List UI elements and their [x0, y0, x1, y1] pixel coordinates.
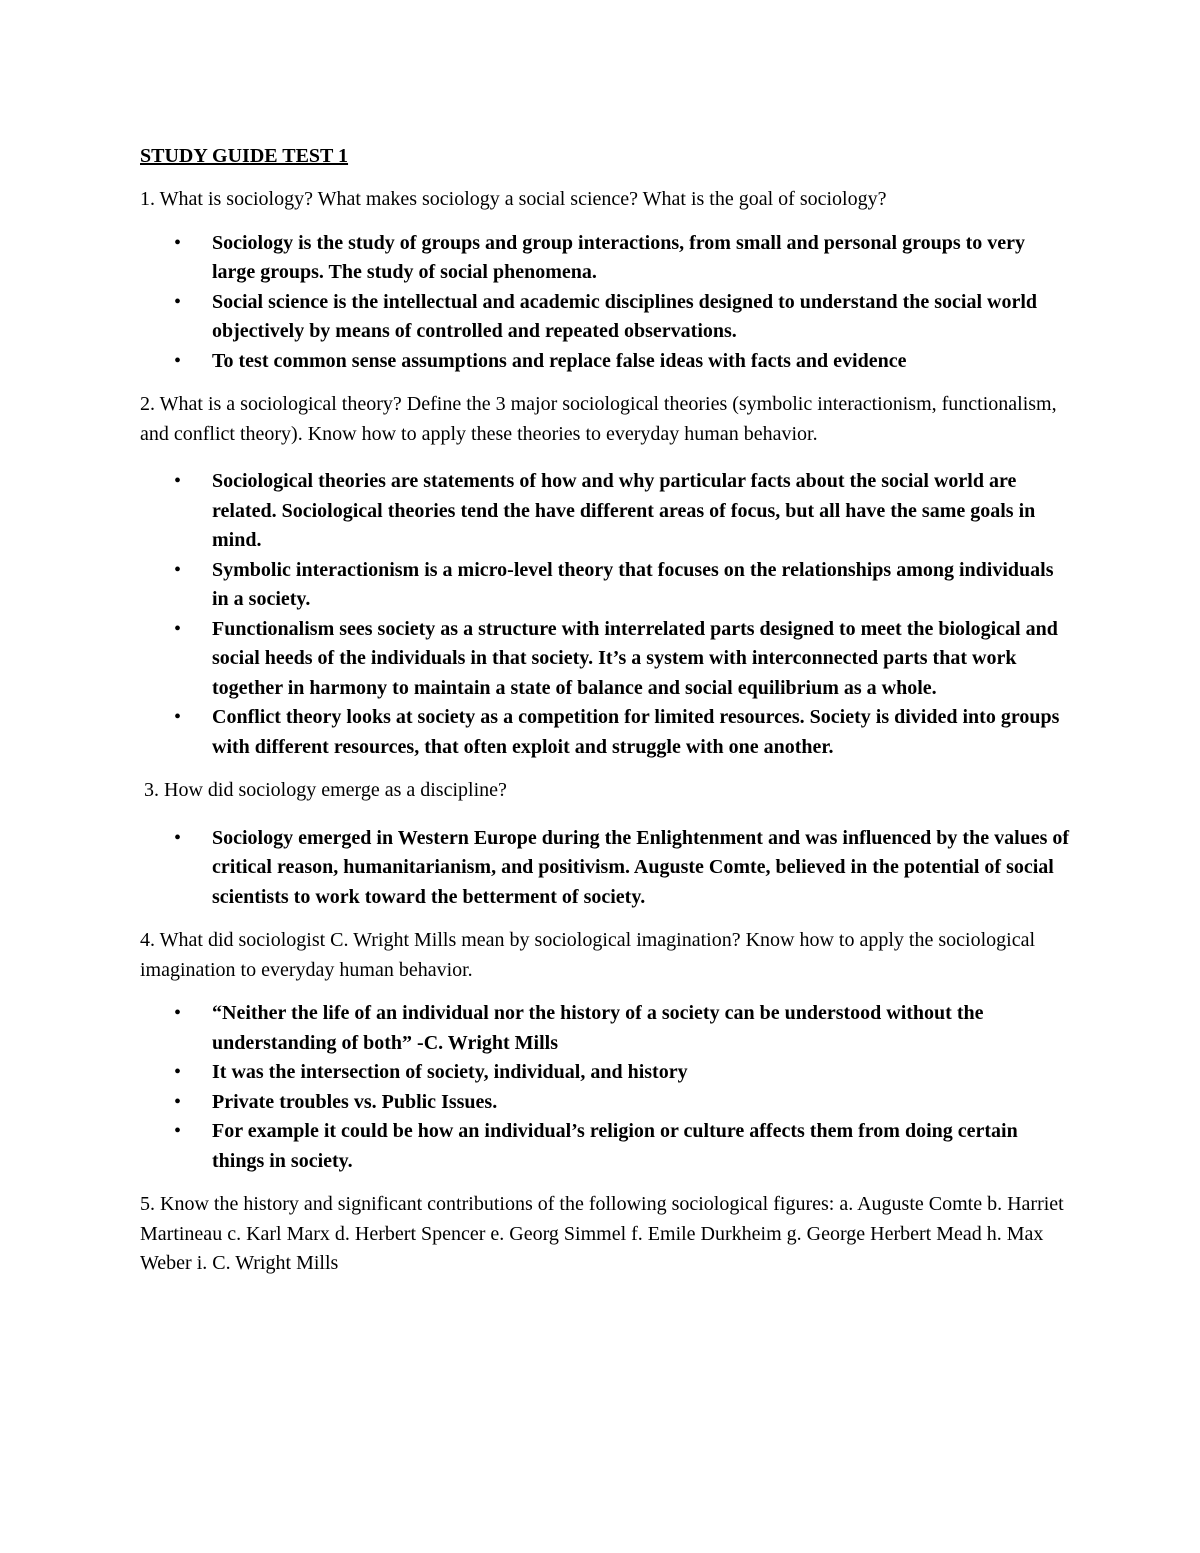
bullet-icon: • — [174, 1090, 182, 1113]
answer-item: • Sociology emerged in Western Europe during the Enlightenment and was influenced by the values of critical reason, humanitarianism, and positivism. Auguste Comte, believed in the potential of social scientists to work toward the betterment of society. — [140, 824, 1070, 913]
bullet-icon: • — [174, 349, 182, 372]
answer-item: • Sociology is the study of groups and group interactions, from small and personal groups to very large groups. The study of social phenomena. — [140, 229, 1070, 288]
bullet-icon: • — [174, 470, 182, 492]
question-5: 5. Know the history and significant contributions of the following sociological figures: a. Auguste Comte b. Harriet Martineau c. Karl Marx d. Herbert Spencer e. Georg Simmel f. Emile Durkheim g. George Herbert Mead h. Max Weber i. C. Wright Mills — [140, 1193, 1064, 1274]
answer-item: • It was the intersection of society, individual, and history — [140, 1058, 1070, 1088]
bullet-icon: • — [174, 558, 182, 581]
question-1: 1. What is sociology? What makes sociology a social science? What is the goal of sociology? — [140, 188, 887, 210]
question-3: 3. How did sociology emerge as a discipline? — [144, 779, 507, 801]
bullet-icon: • — [174, 290, 182, 313]
answer-item: • To test common sense assumptions and replace false ideas with facts and evidence — [140, 347, 1070, 377]
answer-item: • Private troubles vs. Public Issues. — [140, 1088, 1070, 1118]
bullet-icon: • — [174, 1002, 182, 1024]
bullet-icon: • — [174, 231, 182, 254]
bullet-icon: • — [174, 826, 182, 849]
answer-item: • “Neither the life of an individual nor the history of a society can be understood without the understanding of both” -C. Wright Mills — [140, 999, 1070, 1058]
document-page — [140, 142, 1070, 1293]
bullet-icon: • — [174, 1120, 182, 1142]
bullet-icon: • — [174, 617, 182, 640]
answers-1 — [140, 229, 1070, 377]
answers-4 — [140, 999, 1070, 1176]
answers-3 — [140, 824, 1070, 913]
bullet-icon: • — [174, 1061, 182, 1083]
answer-item: • Conflict theory looks at society as a competition for limited resources. Society is divided into groups with different resources, that often exploit and struggle with one another. — [140, 703, 1070, 762]
question-4: 4. What did sociologist C. Wright Mills mean by sociological imagination? Know how to apply the sociological imagination to everyday human behavior. — [140, 929, 1035, 981]
answer-item: • Functionalism sees society as a structure with interrelated parts designed to meet the biological and social heeds of the individuals in that society. It’s a system with interconnected parts that work together in harmony to maintain a state of balance and social equilibrium as a whole. — [140, 615, 1070, 704]
answer-item: • For example it could be how an individual’s religion or culture affects them from doing certain things in society. — [140, 1117, 1070, 1176]
bullet-icon: • — [174, 706, 182, 728]
answer-item: • Social science is the intellectual and academic disciplines designed to understand the social world objectively by means of controlled and repeated observations. — [140, 288, 1070, 347]
answer-item: • Symbolic interactionism is a micro-level theory that focuses on the relationships among individuals in a society. — [140, 556, 1070, 615]
answer-item: • Sociological theories are statements of how and why particular facts about the social world are related. Sociological theories tend the have different areas of focus, but all have the same goals in mind. — [140, 467, 1070, 556]
question-2: 2. What is a sociological theory? Define the 3 major sociological theories (symbolic interactionism, functionalism, and conflict theory). Know how to apply these theories to everyday human behavior. — [140, 393, 1057, 445]
answers-2 — [140, 467, 1070, 762]
document-title: STUDY GUIDE TEST 1 — [140, 145, 349, 167]
